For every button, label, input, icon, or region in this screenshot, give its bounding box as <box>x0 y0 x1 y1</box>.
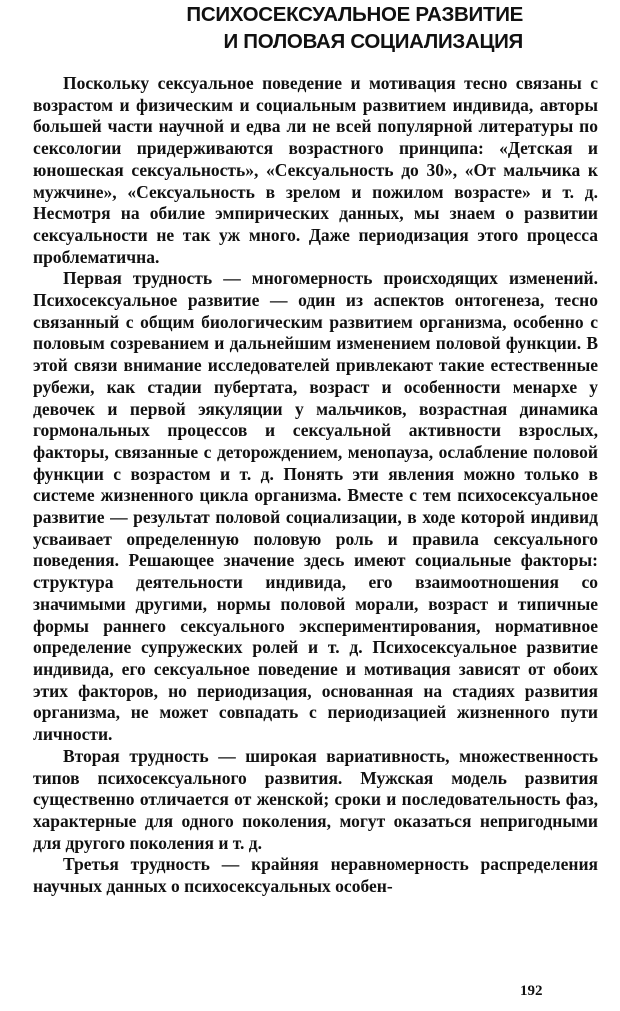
chapter-title <box>33 0 598 55</box>
paragraph-3: Вторая трудность — широкая вариативность, множественность типов психосексуального развития. Мужская модель развития существенно отличается от женской; сроки и последовательность фаз, характерные для одного поколения, могут оказаться непригодными для другого поколения и т. д. <box>33 745 598 853</box>
chapter-title-line-2: И ПОЛОВАЯ СОЦИАЛИЗАЦИЯ <box>223 30 523 53</box>
paragraph-4: Третья трудность — крайняя неравномерность распределения научных данных о психосексуальных особен- <box>33 854 598 897</box>
paragraph-2: Первая трудность — многомерность происходящих изменений. Психосексуальное развитие — один из аспектов онтогенеза, тесно связанный с общим биологическим развитием организма, особенно с половым созреванием и дальнейшим изменением половой функции. В этой связи внимание исследователей привлекают такие естественные рубежи, как стадии пубертата, возраст и особенности менархе у девочек и первой эякуляции у мальчиков, возрастная динамика гормональных процессов и сексуальной активности взрослых, факторы, связанные с деторождением, менопауза, ослабление половой функции с возрастом и т. д. Понять эти явления можно только в системе жизненного цикла организма. Вместе с тем психосексуальное развитие — результат половой социализации, в ходе которой индивид усваивает определенную половую роль и правила сексуального поведения. Решающее значение здесь имеют социальные факторы: структура деятельности индивида, его взаимоотношения со значимыми другими, нормы половой морали, возраст и типичные формы раннего сексуального экспериментирования, нормативное определение супружеских ролей и т. д. Психосексуальное развитие индивида, его сексуальное поведение и мотивация зависят от обоих этих факторов, но периодизация, основанная на стадиях развития организма, не может совпадать с периодизацией жизненного пути личности. <box>33 268 598 745</box>
paragraph-1: Поскольку сексуальное поведение и мотивация тесно связаны с возрастом и физическим и социальным развитием индивида, авторы большей части научной и едва ли не всей популярной литературы по сексологии придерживаются возрастного принципа: «Детская и юношеская сексуальность», «Сексуальность до 30», «От мальчика к мужчине», «Сексуальность в зрелом и пожилом возрасте» и т. д. Несмотря на обилие эмпирических данных, мы знаем о развитии сексуальности не так уж много. Даже периодизация этого процесса проблематична. <box>33 73 598 267</box>
chapter-title-line-1: ПСИХОСЕКСУАЛЬНОЕ РАЗВИТИЕ <box>186 3 523 26</box>
page-number: 192 <box>520 983 543 999</box>
body-text <box>33 73 598 898</box>
